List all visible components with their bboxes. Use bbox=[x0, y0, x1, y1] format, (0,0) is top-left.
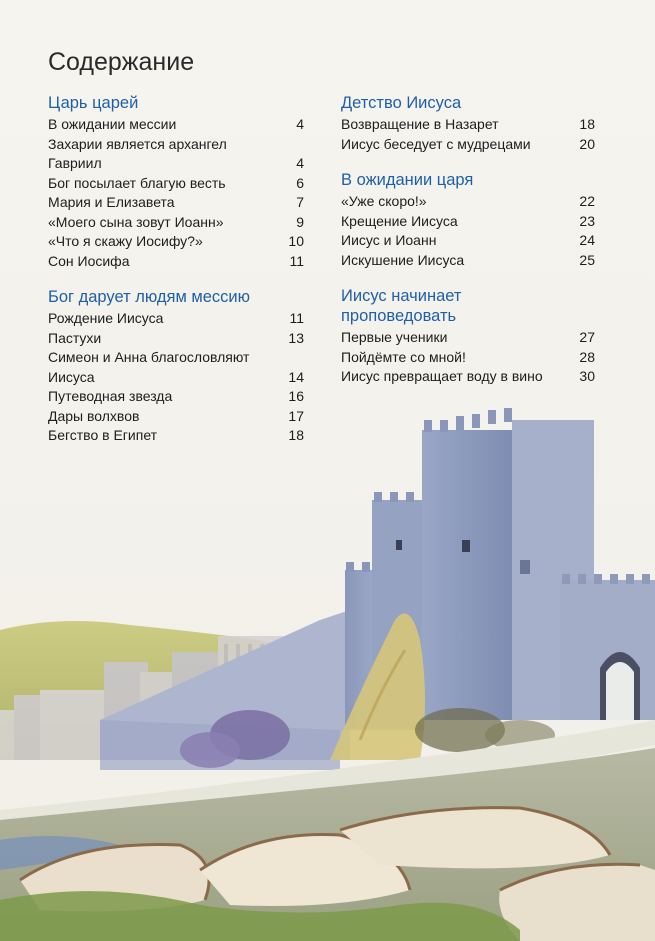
toc-section bbox=[341, 286, 595, 387]
page-number: 7 bbox=[296, 194, 304, 210]
toc-entry: «Уже скоро!» 22 bbox=[341, 192, 595, 212]
toc-entry: Искушение Иисуса 25 bbox=[341, 251, 595, 271]
toc-entry: Рождение Иисуса 11 bbox=[48, 309, 304, 329]
page-title: Содержание bbox=[48, 48, 195, 76]
page-number: 10 bbox=[288, 233, 304, 249]
toc-entry: Первые ученики 27 bbox=[341, 328, 595, 348]
page-number: 6 bbox=[296, 174, 304, 191]
toc-entry: Сон Иосифа 11 bbox=[48, 252, 304, 272]
toc-entry: Мария и Елизавета 7 bbox=[48, 193, 304, 213]
section-heading: Царь царей bbox=[48, 94, 139, 112]
toc-section bbox=[48, 287, 304, 446]
toc-column-left bbox=[48, 93, 304, 462]
toc-entry: «Моего сына зовут Иоанн» 9 bbox=[48, 213, 304, 233]
toc-entry: В ожидании мессии 4 bbox=[48, 115, 304, 135]
toc-entry: Дары волхвов 17 bbox=[48, 407, 304, 427]
page-number: 22 bbox=[579, 193, 595, 209]
page-number: 25 bbox=[579, 251, 595, 268]
toc-section bbox=[48, 93, 304, 271]
toc-column-right bbox=[341, 93, 595, 403]
page-number: 20 bbox=[579, 135, 595, 152]
page-number: 11 bbox=[289, 252, 304, 269]
toc-entry: Крещение Иисуса 23 bbox=[341, 212, 595, 232]
page-number: 30 bbox=[579, 368, 595, 384]
toc-section bbox=[341, 170, 595, 270]
page-number: 11 bbox=[289, 310, 304, 326]
page-number: 23 bbox=[579, 212, 595, 229]
toc-entry: Иисус и Иоанн 24 bbox=[341, 231, 595, 251]
page-number: 18 bbox=[288, 427, 304, 443]
page-number: 4 bbox=[296, 155, 304, 171]
page-number: 24 bbox=[579, 232, 595, 248]
section-heading: Детство Иисуса bbox=[341, 94, 462, 112]
toc-entry: Путеводная звезда 16 bbox=[48, 387, 304, 407]
page-number: 28 bbox=[579, 348, 595, 365]
toc-entry: Иисус превращает воду в вино 30 bbox=[341, 367, 595, 387]
page-number: 9 bbox=[296, 213, 304, 230]
toc-entry: Пойдёмте со мной! 28 bbox=[341, 348, 595, 368]
toc-entry: Симеон и Анна благословляют Иисуса 14 bbox=[48, 348, 304, 387]
page-number: 27 bbox=[579, 329, 595, 345]
section-heading: Иисус начинает проповедовать bbox=[341, 287, 462, 325]
page-number: 16 bbox=[288, 388, 304, 404]
toc-entry: Захарии является архангел Гавриил 4 bbox=[48, 135, 304, 174]
toc-entry: Иисус беседует с мудрецами 20 bbox=[341, 135, 595, 155]
page-number: 4 bbox=[296, 116, 304, 132]
toc-entry: Бог посылает благую весть 6 bbox=[48, 174, 304, 194]
page-number: 13 bbox=[288, 329, 304, 346]
section-heading: Бог дарует людям мессию bbox=[48, 288, 250, 306]
toc-entry: Бегство в Египет 18 bbox=[48, 426, 304, 446]
toc-entry: «Что я скажу Иосифу?» 10 bbox=[48, 232, 304, 252]
toc-entry: Возвращение в Назарет 18 bbox=[341, 115, 595, 135]
section-heading: В ожидании царя bbox=[341, 171, 474, 189]
page-number: 14 bbox=[288, 368, 304, 385]
toc-section bbox=[341, 93, 595, 154]
toc-entry: Пастухи 13 bbox=[48, 329, 304, 349]
page-number: 17 bbox=[288, 407, 304, 424]
page-number: 18 bbox=[579, 116, 595, 132]
